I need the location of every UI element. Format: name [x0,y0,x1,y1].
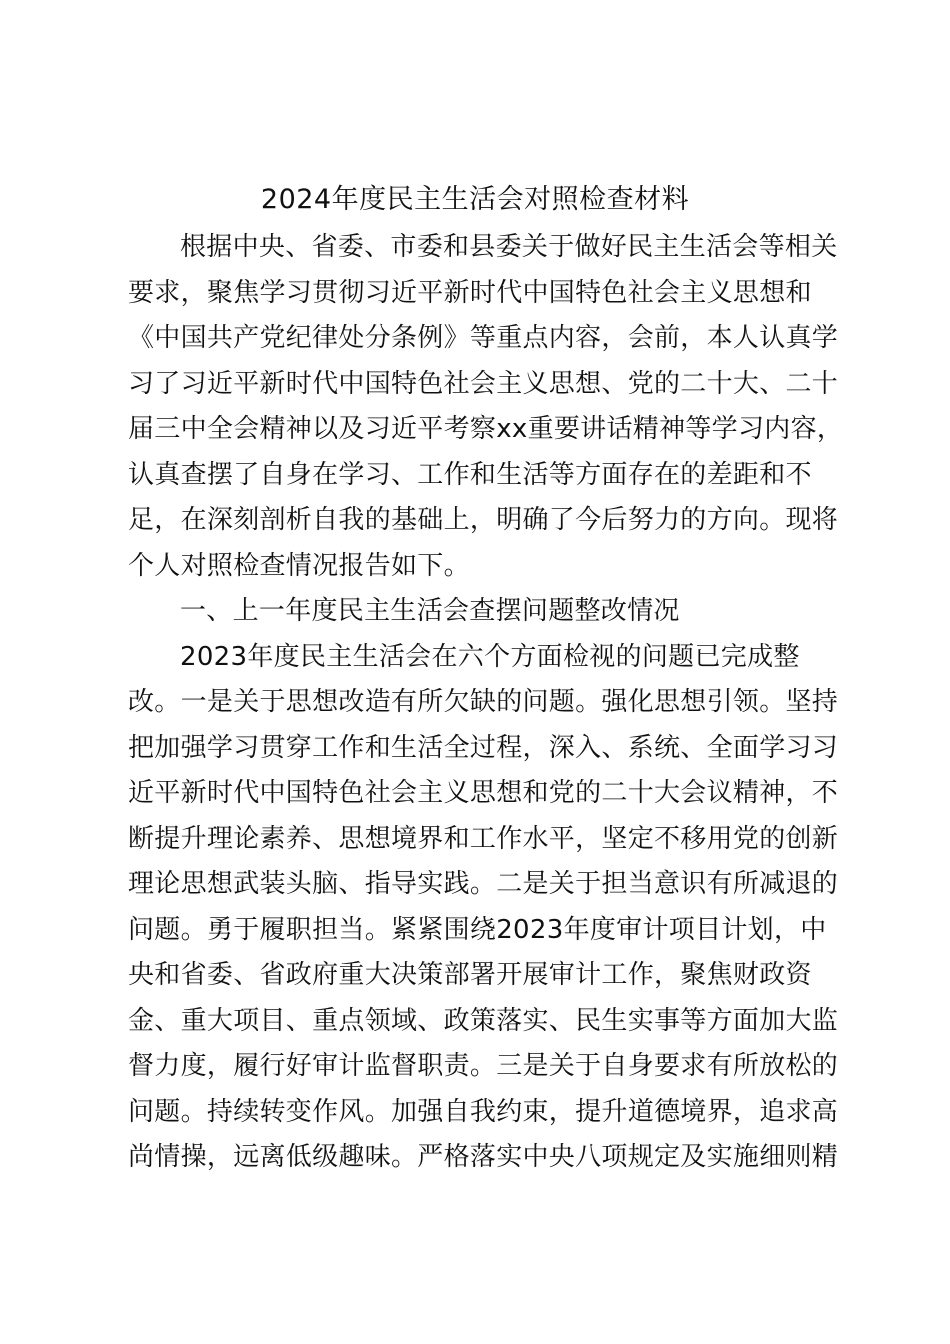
paragraph-line: 督力度，履行好审计监督职责。三是关于自身要求有所放松的 [128,1051,839,1081]
document-title: 2024年度民主生活会对照检查材料 [260,184,690,215]
paragraph-line: 理论思想武装头脑、指导实践。二是关于担当意识有所减退的 [128,869,839,899]
paragraph-line: 个人对照检查情况报告如下。 [128,550,470,581]
paragraph-line: 断提升理论素养、思想境界和工作水平，坚定不移用党的创新 [128,823,839,854]
paragraph-line: 问题。勇于履职担当。紧紧围绕2023年度审计项目计划，中 [128,914,827,945]
paragraph-line: 改。一是关于思想改造有所欠缺的问题。强化思想引领。坚持 [128,687,839,717]
paragraph-line: 金、重大项目、重点领域、政策落实、民生实事等方面加大监 [128,1005,839,1036]
section-heading: 一、上一年度民主生活会查摆问题整改情况 [180,596,680,626]
paragraph-line: 尚情操，远离低级趣味。严格落实中央八项规定及实施细则精 [128,1142,839,1172]
paragraph-line: 近平新时代中国特色社会主义思想和党的二十大会议精神，不 [128,778,839,808]
paragraph-line: 2023年度民主生活会在六个方面检视的问题已完成整 [180,641,800,672]
paragraph-line: 认真查摆了自身在学习、工作和生活等方面存在的差距和不 [128,459,812,490]
paragraph-line: 《中国共产党纪律处分条例》等重点内容，会前，本人认真学 [128,323,839,353]
paragraph-line: 足，在深刻剖析自我的基础上，明确了今后努力的方向。现将 [128,505,839,535]
paragraph-line: 把加强学习贯穿工作和生活全过程，深入、系统、全面学习习 [128,732,839,763]
paragraph-line: 根据中央、省委、市委和县委关于做好民主生活会等相关 [180,232,838,262]
paragraph-line: 习了习近平新时代中国特色社会主义思想、党的二十大、二十 [128,368,839,399]
paragraph-line: 问题。持续转变作风。加强自我约束，提升道德境界，追求高 [128,1096,839,1127]
document-body [128,225,844,1181]
paragraph-line: 要求，聚焦学习贯彻习近平新时代中国特色社会主义思想和 [128,277,812,308]
paragraph-line: 央和省委、省政府重大决策部署开展审计工作，聚焦财政资 [128,960,812,990]
paragraph-line: 届三中全会精神以及习近平考察xx重要讲话精神等学习内容， [128,414,844,444]
